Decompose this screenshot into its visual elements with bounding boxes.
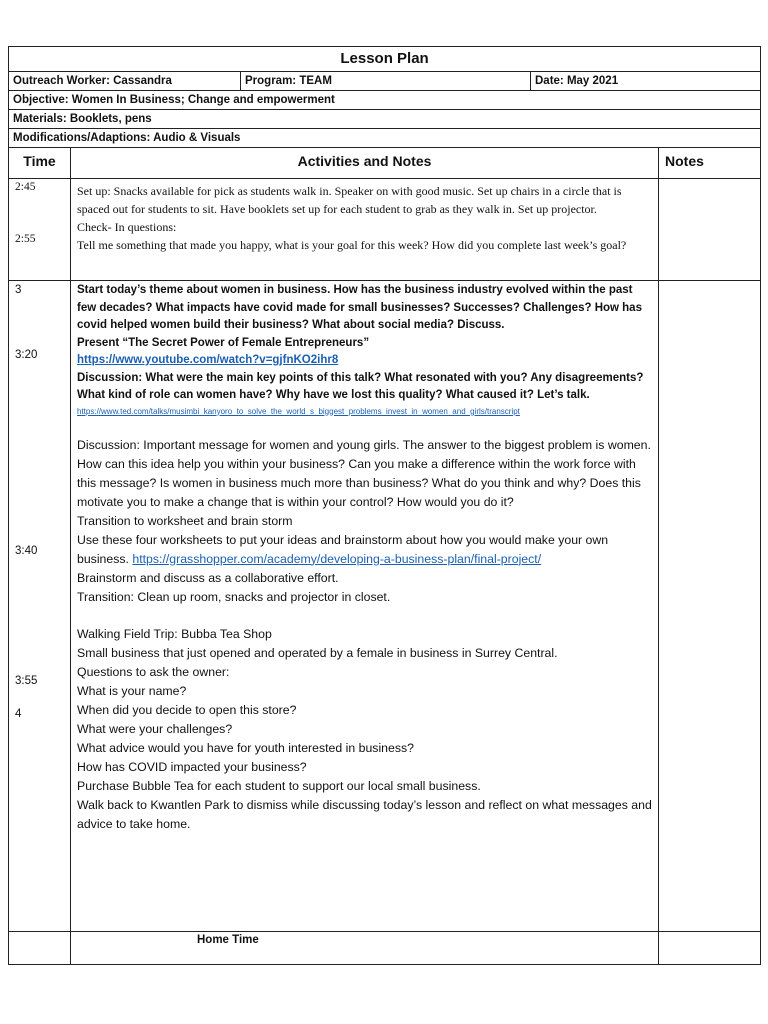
discussion-2: Discussion: Important message for women and young girls. The answer to the biggest problem is women. — [77, 437, 651, 452]
worksheets-text: Use these four worksheets to put your ideas and brainstorm about how you would make your own business. — [77, 532, 609, 566]
field-trip-line: What were your challenges? — [77, 721, 233, 736]
time-label: 3 — [15, 284, 22, 296]
business-questions: How can this idea help you within your business? Can you make a difference within the work force with this message? Is women in business much more than business? What do you think and why? Does this motivate you to make a change that is within your control? How would you do it? — [77, 456, 641, 509]
field-trip-line: Small business that just opened and operated by a female in business in Surrey Central. — [77, 645, 558, 660]
activity-setup — [71, 179, 659, 281]
field-trip-line: Walk back to Kwantlen Park to dismiss while discussing today’s lesson and reflect on what messages and advice to take home. — [77, 797, 652, 831]
time-label: 4 — [15, 708, 22, 720]
modifications: Modifications/Adaptions: Audio & Visuals — [9, 129, 761, 148]
field-trip-line: Walking Field Trip: Bubba Tea Shop — [77, 626, 272, 641]
transition-worksheet: Transition to worksheet and brain storm — [77, 513, 293, 528]
present-text: Present “The Secret Power of Female Entrepreneurs” — [77, 336, 370, 349]
brainstorm-text: Brainstorm and discuss as a collaborative effort. — [77, 570, 339, 585]
checkin-label: Check- In questions: — [77, 220, 177, 234]
program: Program: TEAM — [241, 72, 531, 91]
time-cell-2 — [9, 281, 71, 932]
time-cell-1 — [9, 179, 71, 281]
field-trip-line: What advice would you have for youth interested in business? — [77, 740, 414, 755]
notes-cell-1 — [659, 179, 761, 281]
time-label: 3:20 — [15, 349, 38, 361]
time-cell-3 — [9, 932, 71, 965]
notes-column-header: Notes — [659, 148, 761, 179]
materials: Materials: Booklets, pens — [9, 110, 761, 129]
home-time: Home Time — [71, 932, 659, 965]
grasshopper-link[interactable]: https://grasshopper.com/academy/developing-a-business-plan/final-project/ — [132, 551, 542, 566]
time-column-header: Time — [9, 148, 71, 179]
time-label: 3:55 — [15, 675, 38, 687]
lesson-plan-title: Lesson Plan — [9, 47, 761, 72]
field-trip-line: What is your name? — [77, 683, 187, 698]
youtube-link[interactable]: https://www.youtube.com/watch?v=gjfnKO2ihr8 — [77, 354, 339, 366]
time-label: 2:55 — [15, 233, 36, 245]
field-trip-line: When did you decide to open this store? — [77, 702, 297, 717]
checkin-question: Tell me something that made you happy, what is your goal for this week? How did you complete last week’s goal? — [77, 238, 627, 252]
field-trip-line: Purchase Bubble Tea for each student to support our local small business. — [77, 778, 481, 793]
time-label: 2:45 — [15, 181, 36, 193]
date: Date: May 2021 — [531, 72, 761, 91]
theme-text: Start today’s theme about women in business. How has the business industry evolved within the past few decades? What impacts have covid made for small businesses? Successes? Challenges? How has covid helped women build their business? What about social media? Discuss. — [77, 284, 642, 331]
objective: Objective: Women In Business; Change and empowerment — [9, 91, 761, 110]
time-label: 3:40 — [15, 545, 38, 557]
notes-cell-2 — [659, 281, 761, 932]
transition-cleanup: Transition: Clean up room, snacks and projector in closet. — [77, 589, 391, 604]
activities-column-header: Activities and Notes — [71, 148, 659, 179]
activity-main — [71, 281, 659, 932]
discussion-1: Discussion: What were the main key points of this talk? What resonated with you? Any disagreements? What kind of role can women have? Why have we lost this quality? What caused it? Let’s talk. — [77, 371, 644, 401]
outreach-worker: Outreach Worker: Cassandra — [9, 72, 241, 91]
notes-cell-3 — [659, 932, 761, 965]
setup-text: Set up: Snacks available for pick as students walk in. Speaker on with good music. Set up chairs in a circle that is spaced out for students to sit. Have booklets set up for each student to grab as they walk in. Set up projector. — [77, 184, 622, 216]
lesson-plan-table — [8, 46, 761, 965]
field-trip-line: Questions to ask the owner: — [77, 664, 230, 679]
field-trip-line: How has COVID impacted your business? — [77, 759, 307, 774]
ted-talk-link[interactable]: https://www.ted.com/talks/musimbi_kanyoro_to_solve_the_world_s_biggest_problems_invest_in_women_and_girls/transcript — [77, 406, 520, 416]
